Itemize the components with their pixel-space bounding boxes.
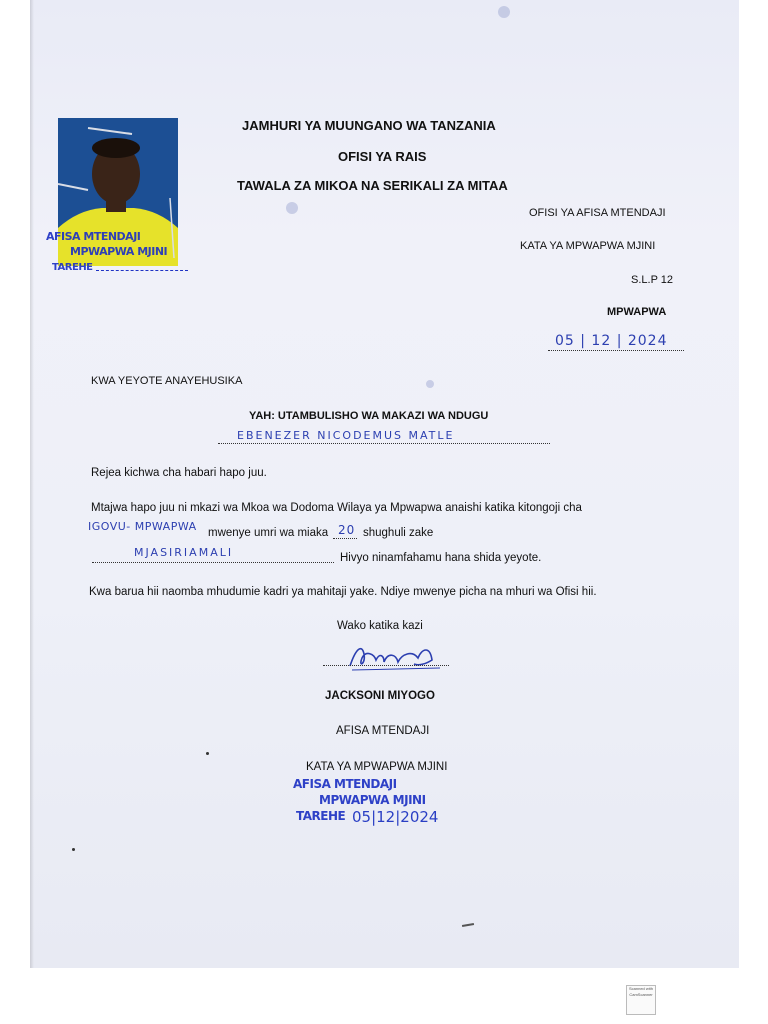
official-stamp-line2: MPWAPWA MJINI <box>319 793 426 807</box>
address-ward: KATA YA MPWAPWA MJINI <box>520 240 656 252</box>
photo-stamp-line2: MPWAPWA MJINI <box>70 245 168 258</box>
speck <box>72 848 75 851</box>
letter-date: 05 | 12 | 2024 <box>555 333 668 349</box>
header-republic: JAMHURI YA MUUNGANO WA TANZANIA <box>242 118 496 133</box>
header-ministry: TAWALA ZA MIKOA NA SERIKALI ZA MITAA <box>237 178 508 193</box>
no-problem-statement: Hivyo ninamfahamu hana shida yeyote. <box>340 552 542 564</box>
passport-photo <box>58 118 178 266</box>
scan-blot <box>426 380 434 388</box>
subject-line: YAH: UTAMBULISHO WA MAKAZI WA NDUGU <box>249 410 489 422</box>
signer-name: JACKSONI MIYOGO <box>325 690 435 702</box>
signature-dotted-line <box>323 665 449 666</box>
name-dotted-line <box>218 443 550 444</box>
official-stamp-date: 05|12|2024 <box>352 808 439 826</box>
paragraph-reference: Rejea kichwa cha habari hapo juu. <box>91 467 267 479</box>
speck <box>206 752 209 755</box>
kitongoji-name: IGOVU- MPWAPWA <box>88 520 197 533</box>
camscanner-label: Scanned with CamScanner <box>628 986 653 997</box>
speck <box>462 923 474 927</box>
address-office: OFISI YA AFISA MTENDAJI <box>529 207 666 219</box>
official-stamp-line3: TAREHE <box>296 809 346 823</box>
address-box: S.L.P 12 <box>631 274 673 286</box>
person-portrait-icon <box>58 118 178 266</box>
signer-title: AFISA MTENDAJI <box>336 725 430 737</box>
scan-blot <box>498 6 510 18</box>
occupation-value: MJASIRIAMALI <box>134 546 234 559</box>
closing-greeting: Wako katika kazi <box>337 620 423 632</box>
age-value: 20 <box>338 523 356 537</box>
signature-image <box>322 640 452 674</box>
letter-page <box>30 0 739 968</box>
signer-ward: KATA YA MPWAPWA MJINI <box>306 761 448 773</box>
paragraph-residence: Mtajwa hapo juu ni mkazi wa Mkoa wa Dodoma Wilaya ya Mpwapwa anaishi katika kitongoji cha <box>91 502 582 514</box>
person-name: EBENEZER NICODEMUS MATLE <box>237 429 455 442</box>
camscanner-badge <box>626 985 656 1015</box>
paragraph-request: Kwa barua hii naomba mhudumie kadri ya mahitaji yake. Ndiye mwenye picha na mhuri wa Ofisi hii. <box>89 586 597 598</box>
official-stamp-line1: AFISA MTENDAJI <box>293 777 397 791</box>
scan-blot <box>286 202 298 214</box>
address-town: MPWAPWA <box>607 306 667 318</box>
age-dotted-line <box>333 538 357 539</box>
salutation: KWA YEYOTE ANAYEHUSIKA <box>91 375 243 387</box>
photo-stamp-line1: AFISA MTENDAJI <box>46 230 141 243</box>
photo-stamp-date-line <box>96 270 188 271</box>
age-label: mwenye umri wa miaka <box>208 527 329 539</box>
photo-stamp-line3: TAREHE <box>52 262 93 273</box>
occupation-label: shughuli zake <box>363 527 434 539</box>
header-office: OFISI YA RAIS <box>338 149 427 164</box>
occupation-dotted-line <box>92 562 334 563</box>
date-dotted-line <box>548 350 684 351</box>
